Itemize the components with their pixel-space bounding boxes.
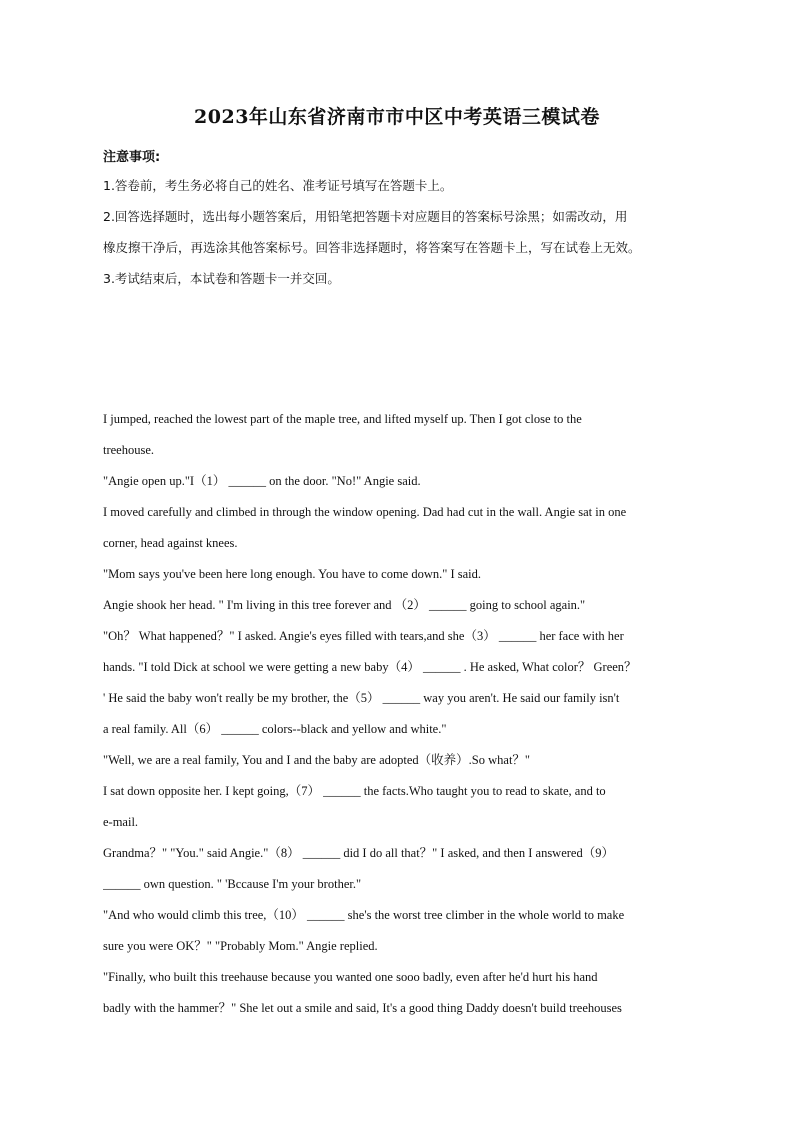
passage-line: I moved carefully and climbed in through the window opening. Dad had cut in the wall. Angie sat in one: [103, 505, 627, 519]
passage-line: a real family. All（6） ______ colors--black and yellow and white.": [103, 722, 447, 736]
notes-line: 1.答卷前，考生务必将自己的姓名、准考证号填写在答题卡上。: [103, 178, 453, 193]
passage-line: "Well, we are a real family, You and I and the baby are adopted（收养）.So what？": [103, 753, 531, 767]
passage-line: Grandma？" "You." said Angie."（8） ______ did I do all that？" I asked, and then I answered（9）: [103, 846, 614, 860]
passage-line: ______ own question. " 'Bccause I'm your brother.": [103, 877, 362, 891]
notes-line: 橡皮擦干净后，再选涂其他答案标号。回答非选择题时，将答案写在答题卡上，写在试卷上无效。: [103, 240, 641, 255]
passage-line: Angie shook her head. " I'm living in this tree forever and （2） ______ going to school again.": [103, 598, 586, 612]
passage-line: I sat down opposite her. I kept going,（7） ______ the facts.Who taught you to read to skate, and to: [103, 784, 606, 798]
passage-line: sure you were OK？" "Probably Mom." Angie replied.: [103, 939, 378, 953]
passage-line: corner, head against knees.: [103, 536, 238, 550]
passage: [103, 408, 703, 1028]
page-title: 2023年山东省济南市市中区中考英语三模试卷: [194, 106, 600, 128]
passage-line: badly with the hammer？" She let out a smile and said, It's a good thing Daddy doesn't build treehouses: [103, 1001, 622, 1015]
notes-section: [103, 146, 703, 300]
passage-line: ' He said the baby won't really be my brother, the（5） ______ way you aren't. He said our family isn't: [103, 691, 620, 705]
passage-line: hands. "I told Dick at school we were getting a new baby（4） ______ . He asked, What color？ Green？: [103, 660, 637, 674]
notes-line: 3.考试结束后，本试卷和答题卡一并交回。: [103, 271, 340, 286]
passage-line: I jumped, reached the lowest part of the maple tree, and lifted myself up. Then I got close to the: [103, 412, 582, 426]
passage-line: "Oh？ What happened？" I asked. Angie's eyes filled with tears,and she（3） ______ her face with her: [103, 629, 624, 643]
passage-line: "Angie open up."I（1） ______ on the door. "No!" Angie said.: [103, 474, 421, 488]
passage-line: "Mom says you've been here long enough. You have to come down." I said.: [103, 567, 482, 581]
notes-heading: 注意事项:: [103, 150, 161, 165]
notes-line: 2.回答选择题时，选出每小题答案后，用铅笔把答题卡对应题目的答案标号涂黑；如需改动，用: [103, 209, 628, 224]
passage-line: treehouse.: [103, 443, 155, 457]
passage-line: "And who would climb this tree,（10） ______ she's the worst tree climber in the whole world to make: [103, 908, 625, 922]
passage-line: e-mail.: [103, 815, 139, 829]
passage-line: "Finally, who built this treehause because you wanted one sooo badly, even after he'd hurt his hand: [103, 970, 598, 984]
